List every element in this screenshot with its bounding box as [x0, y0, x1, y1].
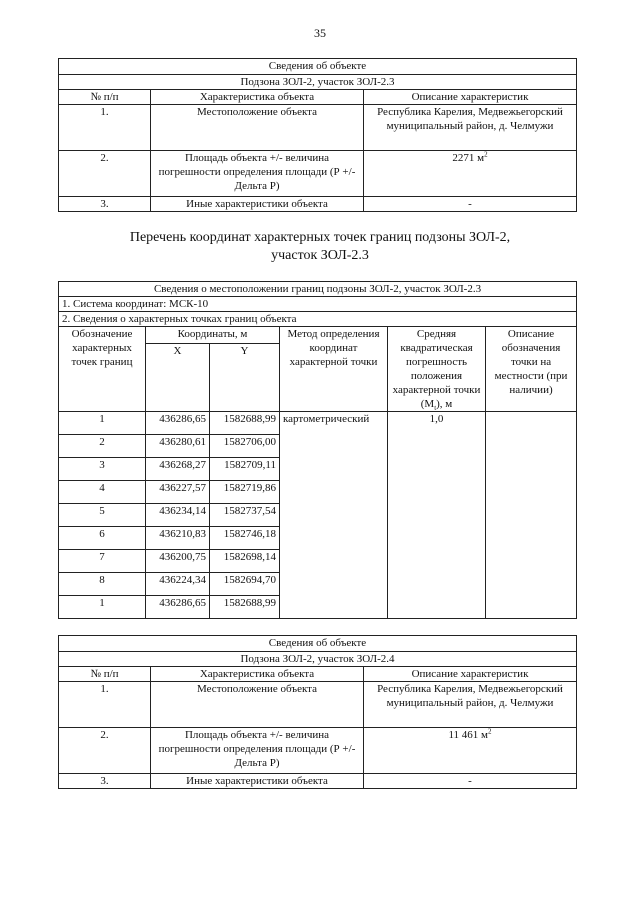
point-id: 3: [59, 458, 146, 481]
column-header: Характеристика объекта: [151, 667, 364, 682]
point-x: 436286,65: [146, 596, 210, 619]
row-description: [364, 728, 577, 774]
column-header-point-label: Обозначение характерных точек границ: [59, 327, 146, 412]
row-characteristic: Иные характеристики объекта: [151, 197, 364, 212]
column-header-x: X: [146, 343, 210, 411]
table-header: Сведения об объекте: [59, 59, 577, 75]
column-header: № п/п: [59, 667, 151, 682]
section-title-line-2: участок ЗОЛ-2.3: [271, 248, 369, 263]
table-row: [59, 197, 577, 212]
column-header-method: Метод определения координат характерной точки: [280, 327, 388, 412]
point-x: 436268,27: [146, 458, 210, 481]
point-y: 1582709,11: [210, 458, 280, 481]
area-unit-exponent: 2: [488, 727, 492, 736]
table-subheader: Подзона ЗОЛ-2, участок ЗОЛ-2.4: [59, 652, 577, 667]
column-header-y: Y: [210, 343, 280, 411]
boundary-coordinates-table: [58, 281, 577, 619]
table-row: [59, 151, 577, 197]
point-x: 436286,65: [146, 412, 210, 435]
point-id: 1: [59, 412, 146, 435]
row-description: Республика Карелия, Медвежьегорский муниципальный район, д. Челмужи: [364, 105, 577, 151]
table-subheader: Подзона ЗОЛ-2, участок ЗОЛ-2.3: [59, 75, 577, 90]
point-x: 436200,75: [146, 550, 210, 573]
row-description: [364, 151, 577, 197]
page-number: 35: [314, 26, 326, 40]
point-id: 2: [59, 435, 146, 458]
table-header: Сведения об объекте: [59, 636, 577, 652]
row-characteristic: Площадь объекта +/- величина погрешности определения площади (Р +/- Дельта Р): [151, 728, 364, 774]
coordinate-system: 1. Система координат: МСК-10: [59, 297, 577, 312]
area-value: 2271 м: [452, 152, 485, 164]
point-y: 1582694,70: [210, 573, 280, 596]
point-y: 1582706,00: [210, 435, 280, 458]
section-title-line-1: Перечень координат характерных точек границ подзоны ЗОЛ-2,: [129, 230, 511, 245]
table-row: [59, 105, 577, 151]
row-number: 3.: [59, 774, 151, 789]
column-header: № п/п: [59, 90, 151, 105]
table-row: [59, 682, 577, 728]
area-value: 11 461 м: [448, 729, 489, 741]
object-info-table-zol-2-3: [58, 58, 577, 212]
point-x: 436227,57: [146, 481, 210, 504]
row-characteristic: Местоположение объекта: [151, 105, 364, 151]
point-y: 1582737,54: [210, 504, 280, 527]
table-row: [59, 774, 577, 789]
point-id: 5: [59, 504, 146, 527]
point-id: 1: [59, 596, 146, 619]
point-y: 1582688,99: [210, 412, 280, 435]
row-characteristic: Иные характеристики объекта: [151, 774, 364, 789]
error-value: 1,0: [388, 412, 486, 619]
point-id: 8: [59, 573, 146, 596]
row-number: 1.: [59, 682, 151, 728]
table-row: [59, 412, 577, 435]
column-header: Характеристика объекта: [151, 90, 364, 105]
method-value: картометрический: [280, 412, 388, 619]
point-x: 436234,14: [146, 504, 210, 527]
point-y: 1582688,99: [210, 596, 280, 619]
column-header-coordinates: Координаты, м: [146, 327, 280, 344]
row-number: 2.: [59, 151, 151, 197]
point-id: 4: [59, 481, 146, 504]
point-y: 1582698,14: [210, 550, 280, 573]
point-id: 6: [59, 527, 146, 550]
table-header: Сведения о местоположении границ подзоны ЗОЛ-2, участок ЗОЛ-2.3: [59, 282, 577, 297]
row-characteristic: Местоположение объекта: [151, 682, 364, 728]
column-header: Описание характеристик: [364, 667, 577, 682]
point-x: 436224,34: [146, 573, 210, 596]
column-header: Описание характеристик: [364, 90, 577, 105]
point-y: 1582746,18: [210, 527, 280, 550]
point-x: 436280,61: [146, 435, 210, 458]
point-x: 436210,83: [146, 527, 210, 550]
description-value: [486, 412, 577, 619]
object-info-table-zol-2-4: [58, 635, 577, 789]
row-description: Республика Карелия, Медвежьегорский муниципальный район, д. Челмужи: [364, 682, 577, 728]
row-description: -: [364, 197, 577, 212]
table-row: [59, 728, 577, 774]
row-characteristic: Площадь объекта +/- величина погрешности определения площади (Р +/- Дельта Р): [151, 151, 364, 197]
column-header-error: Средняя квадратическая погрешность положения характерной точки $(M_t)$, м: [388, 327, 486, 412]
row-number: 3.: [59, 197, 151, 212]
point-y: 1582719,86: [210, 481, 280, 504]
row-number: 1.: [59, 105, 151, 151]
row-number: 2.: [59, 728, 151, 774]
column-header-description: Описание обозначения точки на местности (при наличии): [486, 327, 577, 412]
area-unit-exponent: 2: [484, 150, 488, 159]
row-description: -: [364, 774, 577, 789]
point-id: 7: [59, 550, 146, 573]
points-section-header: 2. Сведения о характерных точках границ объекта: [59, 312, 577, 327]
